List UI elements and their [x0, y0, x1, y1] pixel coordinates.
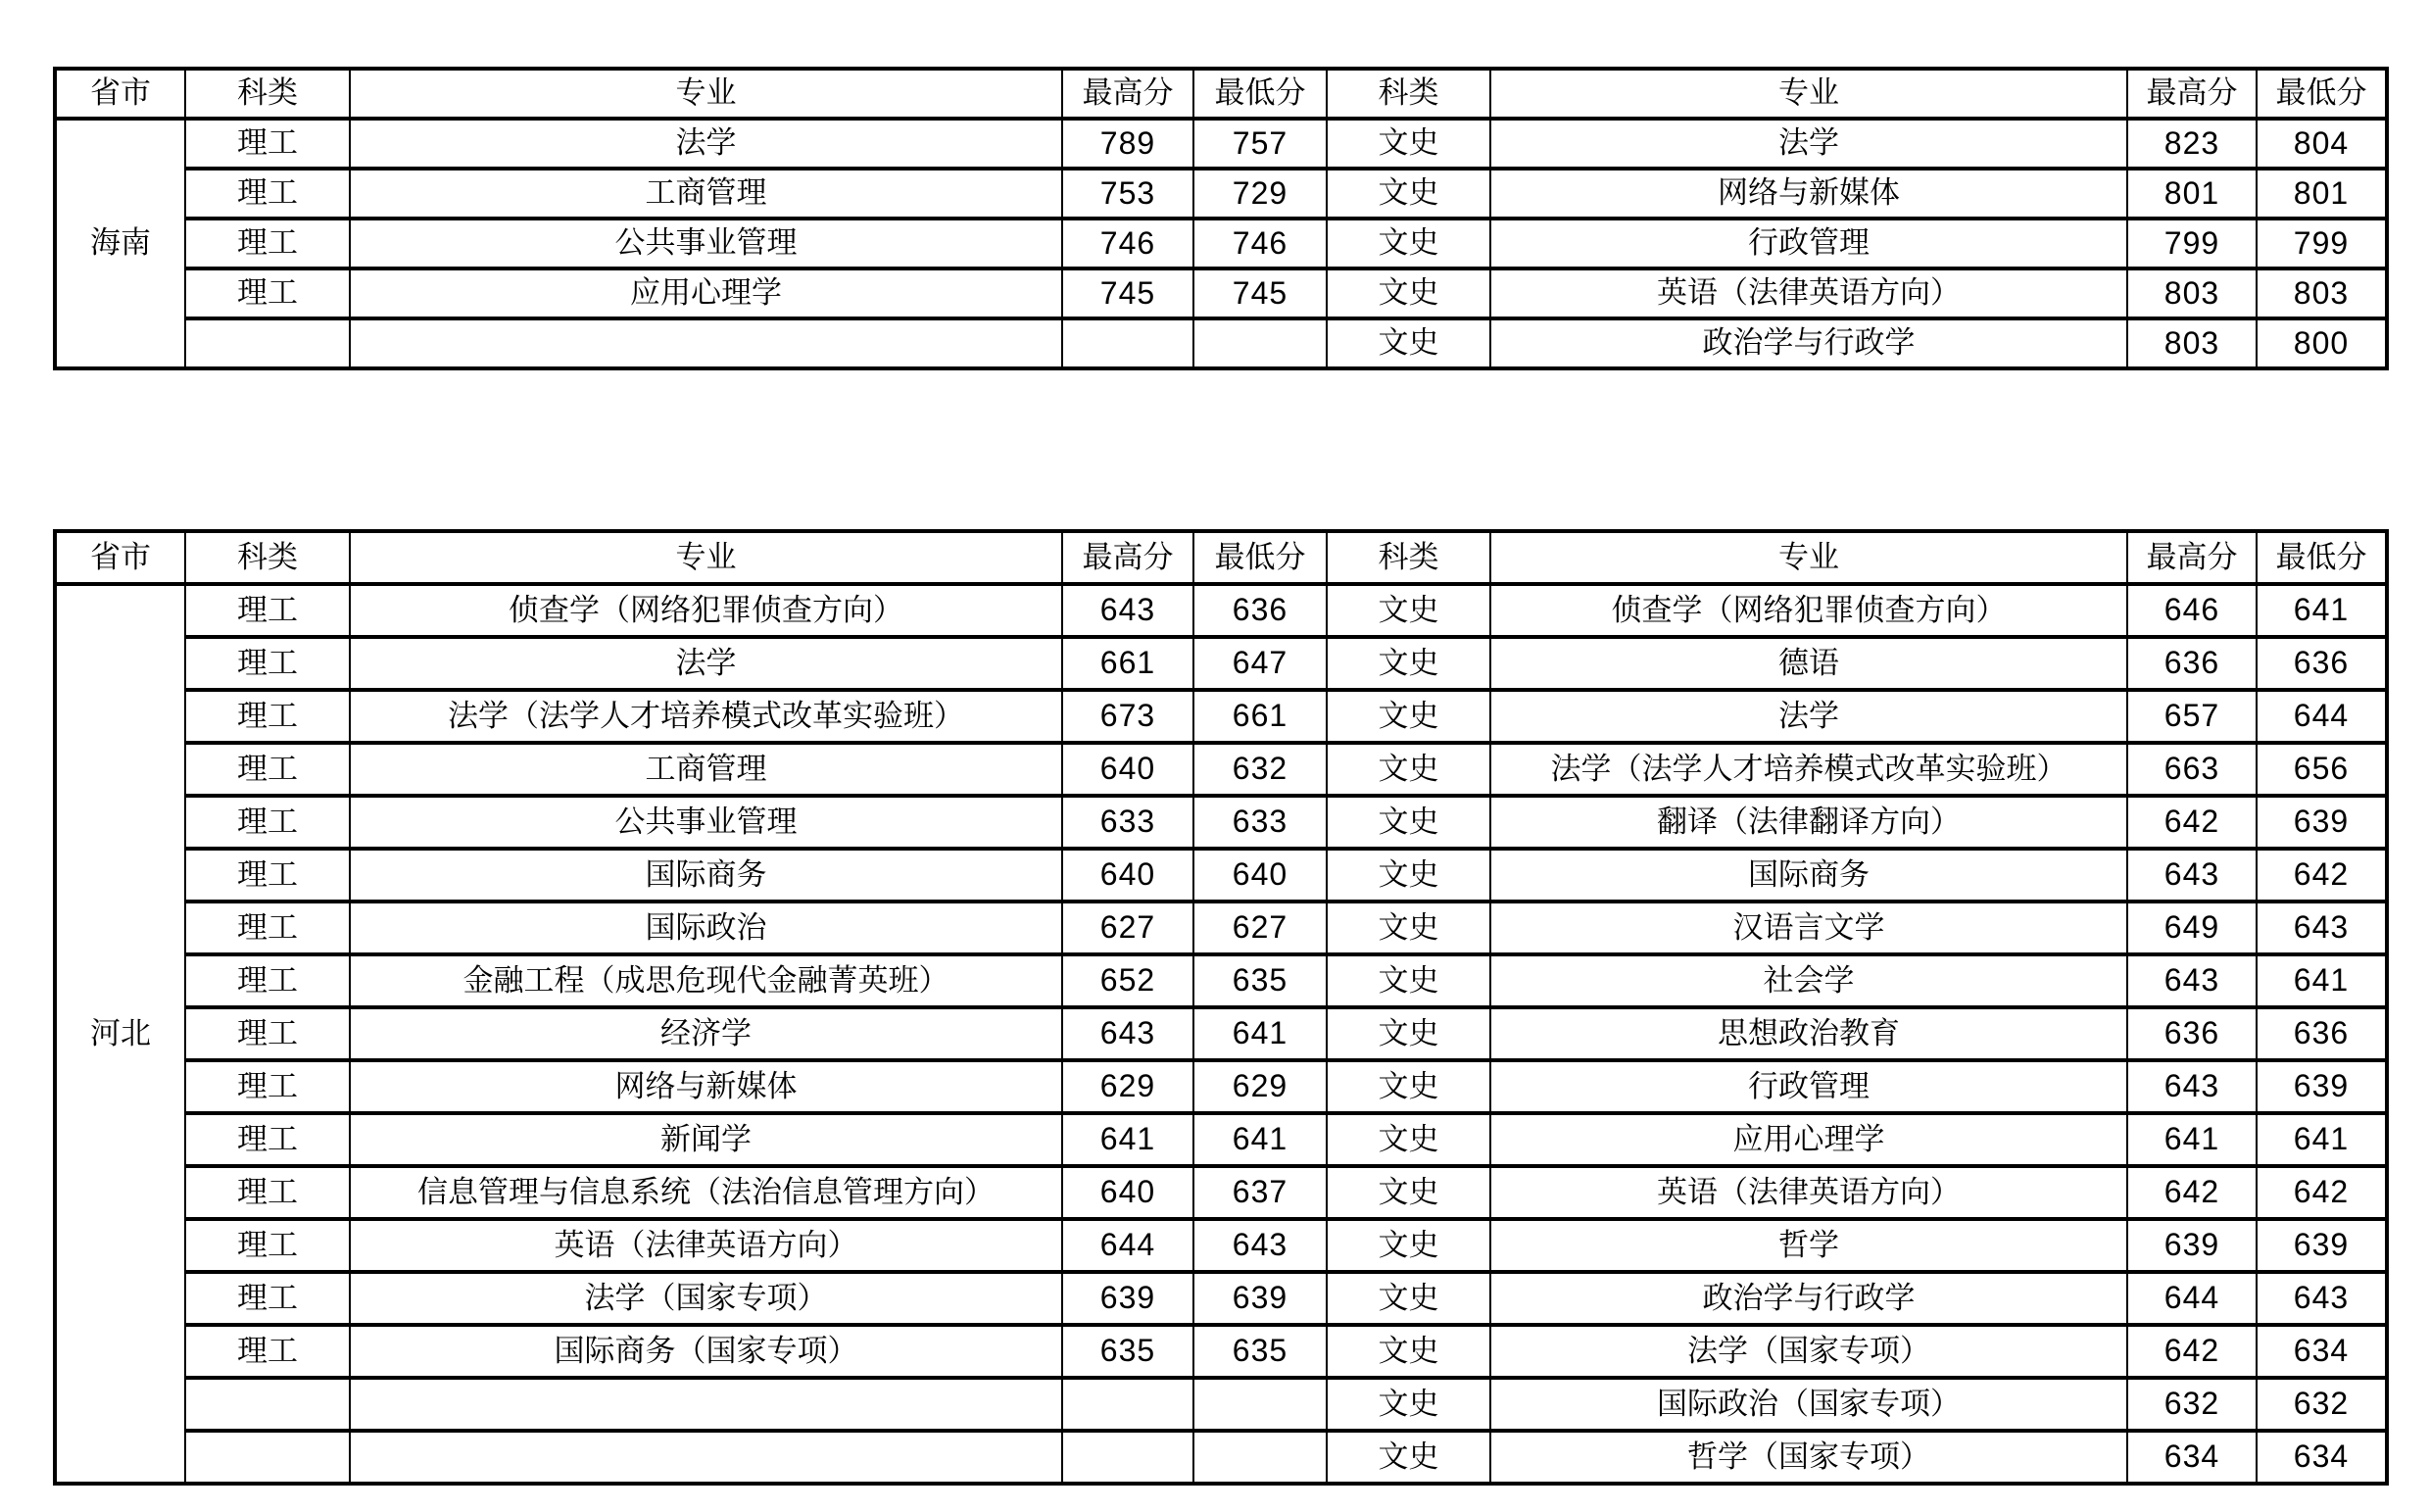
table-row	[55, 119, 2387, 169]
major-right-cell: 德语	[1490, 637, 2127, 690]
col-header-max-right: 最高分	[2127, 531, 2257, 584]
min-score-left-cell: 745	[1193, 268, 1327, 318]
category-left-cell: 理工	[185, 1007, 350, 1060]
min-score-right-cell: 641	[2257, 954, 2387, 1007]
min-score-left-cell: 627	[1193, 902, 1327, 954]
col-header-min-right: 最低分	[2257, 69, 2387, 119]
major-left-cell: 信息管理与信息系统（法治信息管理方向）	[350, 1166, 1062, 1219]
category-right-cell: 文史	[1327, 902, 1490, 954]
max-score-right-cell: 823	[2127, 119, 2257, 169]
table-row	[55, 1272, 2387, 1325]
min-score-left-cell: 647	[1193, 637, 1327, 690]
max-score-right-cell: 642	[2127, 796, 2257, 849]
max-score-right-cell: 643	[2127, 1060, 2257, 1113]
max-score-left-cell: 639	[1062, 1272, 1193, 1325]
category-right-cell: 文史	[1327, 584, 1490, 637]
score-table-hebei	[53, 529, 2389, 1486]
max-score-left-cell: 661	[1062, 637, 1193, 690]
major-left-cell: 侦查学（网络犯罪侦查方向）	[350, 584, 1062, 637]
min-score-left-cell	[1193, 318, 1327, 368]
max-score-right-cell: 801	[2127, 169, 2257, 219]
col-header-province: 省市	[55, 531, 185, 584]
table-row	[55, 219, 2387, 268]
min-score-left-cell	[1193, 1431, 1327, 1484]
min-score-right-cell: 642	[2257, 1166, 2387, 1219]
table-row	[55, 318, 2387, 368]
max-score-left-cell: 640	[1062, 743, 1193, 796]
major-left-cell: 工商管理	[350, 169, 1062, 219]
min-score-right-cell: 800	[2257, 318, 2387, 368]
major-right-cell: 社会学	[1490, 954, 2127, 1007]
max-score-left-cell: 644	[1062, 1219, 1193, 1272]
min-score-right-cell: 803	[2257, 268, 2387, 318]
table-row	[55, 743, 2387, 796]
max-score-right-cell: 643	[2127, 849, 2257, 902]
col-header-major-left: 专业	[350, 69, 1062, 119]
category-right-cell: 文史	[1327, 743, 1490, 796]
min-score-right-cell: 642	[2257, 849, 2387, 902]
table-row	[55, 1007, 2387, 1060]
table-row	[55, 268, 2387, 318]
major-right-cell: 哲学（国家专项）	[1490, 1431, 2127, 1484]
major-right-cell: 行政管理	[1490, 219, 2127, 268]
major-left-cell: 法学（国家专项）	[350, 1272, 1062, 1325]
major-left-cell: 英语（法律英语方向）	[350, 1219, 1062, 1272]
max-score-left-cell	[1062, 1431, 1193, 1484]
category-right-cell: 文史	[1327, 1272, 1490, 1325]
col-header-major-right: 专业	[1490, 531, 2127, 584]
major-left-cell: 应用心理学	[350, 268, 1062, 318]
major-left-cell: 国际商务（国家专项）	[350, 1325, 1062, 1378]
max-score-right-cell: 636	[2127, 637, 2257, 690]
min-score-right-cell: 643	[2257, 1272, 2387, 1325]
major-left-cell	[350, 1431, 1062, 1484]
min-score-right-cell: 799	[2257, 219, 2387, 268]
major-right-cell: 侦查学（网络犯罪侦查方向）	[1490, 584, 2127, 637]
category-right-cell: 文史	[1327, 1113, 1490, 1166]
min-score-left-cell: 640	[1193, 849, 1327, 902]
category-left-cell: 理工	[185, 902, 350, 954]
major-left-cell: 法学	[350, 637, 1062, 690]
category-left-cell: 理工	[185, 1325, 350, 1378]
max-score-right-cell: 642	[2127, 1166, 2257, 1219]
min-score-right-cell: 801	[2257, 169, 2387, 219]
col-header-province: 省市	[55, 69, 185, 119]
max-score-right-cell: 649	[2127, 902, 2257, 954]
max-score-right-cell: 646	[2127, 584, 2257, 637]
max-score-left-cell: 746	[1062, 219, 1193, 268]
table-row	[55, 849, 2387, 902]
max-score-left-cell: 643	[1062, 1007, 1193, 1060]
table-row	[55, 584, 2387, 637]
max-score-right-cell: 644	[2127, 1272, 2257, 1325]
col-header-max-left: 最高分	[1062, 69, 1193, 119]
table-row	[55, 1113, 2387, 1166]
max-score-right-cell: 641	[2127, 1113, 2257, 1166]
table-row	[55, 1060, 2387, 1113]
table-row	[55, 690, 2387, 743]
category-left-cell: 理工	[185, 1272, 350, 1325]
col-header-category-right: 科类	[1327, 69, 1490, 119]
max-score-right-cell: 663	[2127, 743, 2257, 796]
max-score-left-cell: 673	[1062, 690, 1193, 743]
col-header-min-right: 最低分	[2257, 531, 2387, 584]
min-score-right-cell: 632	[2257, 1378, 2387, 1431]
max-score-left-cell: 640	[1062, 1166, 1193, 1219]
min-score-right-cell: 804	[2257, 119, 2387, 169]
table-row	[55, 902, 2387, 954]
min-score-right-cell: 634	[2257, 1431, 2387, 1484]
category-right-cell: 文史	[1327, 1060, 1490, 1113]
province-cell: 河北	[55, 584, 185, 1484]
col-header-max-left: 最高分	[1062, 531, 1193, 584]
category-left-cell: 理工	[185, 954, 350, 1007]
min-score-left-cell: 729	[1193, 169, 1327, 219]
max-score-left-cell: 627	[1062, 902, 1193, 954]
min-score-left-cell: 746	[1193, 219, 1327, 268]
major-left-cell: 国际政治	[350, 902, 1062, 954]
min-score-left-cell: 633	[1193, 796, 1327, 849]
category-left-cell: 理工	[185, 690, 350, 743]
category-right-cell: 文史	[1327, 954, 1490, 1007]
category-right-cell: 文史	[1327, 1378, 1490, 1431]
table-row	[55, 1166, 2387, 1219]
category-left-cell: 理工	[185, 268, 350, 318]
category-right-cell: 文史	[1327, 796, 1490, 849]
category-left-cell: 理工	[185, 1219, 350, 1272]
col-header-category-left: 科类	[185, 69, 350, 119]
table-row	[55, 169, 2387, 219]
max-score-left-cell: 635	[1062, 1325, 1193, 1378]
category-left-cell: 理工	[185, 796, 350, 849]
category-right-cell: 文史	[1327, 1431, 1490, 1484]
max-score-left-cell: 789	[1062, 119, 1193, 169]
major-left-cell: 公共事业管理	[350, 796, 1062, 849]
table-row	[55, 954, 2387, 1007]
col-header-category-right: 科类	[1327, 531, 1490, 584]
min-score-right-cell: 636	[2257, 637, 2387, 690]
min-score-left-cell: 635	[1193, 1325, 1327, 1378]
major-right-cell: 政治学与行政学	[1490, 1272, 2127, 1325]
table-row	[55, 796, 2387, 849]
max-score-left-cell: 652	[1062, 954, 1193, 1007]
category-left-cell: 理工	[185, 1113, 350, 1166]
category-right-cell: 文史	[1327, 119, 1490, 169]
major-right-cell: 法学	[1490, 690, 2127, 743]
min-score-right-cell: 643	[2257, 902, 2387, 954]
max-score-right-cell: 639	[2127, 1219, 2257, 1272]
major-left-cell: 工商管理	[350, 743, 1062, 796]
max-score-left-cell	[1062, 1378, 1193, 1431]
category-left-cell: 理工	[185, 743, 350, 796]
min-score-left-cell: 636	[1193, 584, 1327, 637]
max-score-left-cell: 629	[1062, 1060, 1193, 1113]
max-score-left-cell: 641	[1062, 1113, 1193, 1166]
category-left-cell	[185, 1378, 350, 1431]
major-left-cell: 经济学	[350, 1007, 1062, 1060]
category-right-cell: 文史	[1327, 637, 1490, 690]
table-row	[55, 1431, 2387, 1484]
major-right-cell: 思想政治教育	[1490, 1007, 2127, 1060]
max-score-left-cell: 640	[1062, 849, 1193, 902]
major-right-cell: 行政管理	[1490, 1060, 2127, 1113]
col-header-category-left: 科类	[185, 531, 350, 584]
major-left-cell: 金融工程（成思危现代金融菁英班）	[350, 954, 1062, 1007]
min-score-left-cell: 641	[1193, 1113, 1327, 1166]
min-score-left-cell	[1193, 1378, 1327, 1431]
min-score-right-cell: 644	[2257, 690, 2387, 743]
major-left-cell: 新闻学	[350, 1113, 1062, 1166]
min-score-left-cell: 641	[1193, 1007, 1327, 1060]
col-header-max-right: 最高分	[2127, 69, 2257, 119]
category-left-cell	[185, 318, 350, 368]
max-score-right-cell: 634	[2127, 1431, 2257, 1484]
major-right-cell: 网络与新媒体	[1490, 169, 2127, 219]
min-score-right-cell: 636	[2257, 1007, 2387, 1060]
category-left-cell: 理工	[185, 1166, 350, 1219]
category-left-cell: 理工	[185, 584, 350, 637]
max-score-right-cell: 657	[2127, 690, 2257, 743]
min-score-left-cell: 632	[1193, 743, 1327, 796]
min-score-left-cell: 643	[1193, 1219, 1327, 1272]
major-left-cell	[350, 318, 1062, 368]
category-right-cell: 文史	[1327, 169, 1490, 219]
header-row	[55, 69, 2387, 119]
max-score-right-cell: 803	[2127, 268, 2257, 318]
max-score-left-cell: 643	[1062, 584, 1193, 637]
major-left-cell: 国际商务	[350, 849, 1062, 902]
major-left-cell: 网络与新媒体	[350, 1060, 1062, 1113]
category-left-cell: 理工	[185, 1060, 350, 1113]
category-right-cell: 文史	[1327, 1007, 1490, 1060]
max-score-right-cell: 803	[2127, 318, 2257, 368]
col-header-min-left: 最低分	[1193, 69, 1327, 119]
category-right-cell: 文史	[1327, 318, 1490, 368]
major-left-cell: 公共事业管理	[350, 219, 1062, 268]
min-score-right-cell: 641	[2257, 584, 2387, 637]
major-right-cell: 法学（法学人才培养模式改革实验班）	[1490, 743, 2127, 796]
max-score-right-cell: 799	[2127, 219, 2257, 268]
max-score-left-cell: 745	[1062, 268, 1193, 318]
province-cell: 海南	[55, 119, 185, 368]
max-score-right-cell: 643	[2127, 954, 2257, 1007]
category-right-cell: 文史	[1327, 219, 1490, 268]
col-header-major-left: 专业	[350, 531, 1062, 584]
min-score-right-cell: 639	[2257, 1060, 2387, 1113]
major-right-cell: 汉语言文学	[1490, 902, 2127, 954]
min-score-left-cell: 637	[1193, 1166, 1327, 1219]
max-score-right-cell: 642	[2127, 1325, 2257, 1378]
category-left-cell: 理工	[185, 637, 350, 690]
min-score-right-cell: 634	[2257, 1325, 2387, 1378]
category-right-cell: 文史	[1327, 1219, 1490, 1272]
major-right-cell: 英语（法律英语方向）	[1490, 268, 2127, 318]
max-score-left-cell: 753	[1062, 169, 1193, 219]
min-score-right-cell: 639	[2257, 796, 2387, 849]
min-score-right-cell: 656	[2257, 743, 2387, 796]
major-right-cell: 哲学	[1490, 1219, 2127, 1272]
table-row	[55, 637, 2387, 690]
max-score-left-cell: 633	[1062, 796, 1193, 849]
category-right-cell: 文史	[1327, 849, 1490, 902]
max-score-right-cell: 632	[2127, 1378, 2257, 1431]
category-right-cell: 文史	[1327, 1325, 1490, 1378]
min-score-left-cell: 639	[1193, 1272, 1327, 1325]
score-table-hainan	[53, 67, 2389, 370]
major-right-cell: 法学	[1490, 119, 2127, 169]
category-left-cell: 理工	[185, 169, 350, 219]
major-right-cell: 法学（国家专项）	[1490, 1325, 2127, 1378]
major-right-cell: 翻译（法律翻译方向）	[1490, 796, 2127, 849]
table-row	[55, 1325, 2387, 1378]
max-score-right-cell: 636	[2127, 1007, 2257, 1060]
col-header-min-left: 最低分	[1193, 531, 1327, 584]
major-right-cell: 英语（法律英语方向）	[1490, 1166, 2127, 1219]
min-score-left-cell: 629	[1193, 1060, 1327, 1113]
category-right-cell: 文史	[1327, 1166, 1490, 1219]
major-left-cell	[350, 1378, 1062, 1431]
major-left-cell: 法学（法学人才培养模式改革实验班）	[350, 690, 1062, 743]
col-header-major-right: 专业	[1490, 69, 2127, 119]
major-right-cell: 政治学与行政学	[1490, 318, 2127, 368]
major-right-cell: 国际政治（国家专项）	[1490, 1378, 2127, 1431]
min-score-right-cell: 641	[2257, 1113, 2387, 1166]
category-left-cell: 理工	[185, 219, 350, 268]
major-right-cell: 国际商务	[1490, 849, 2127, 902]
category-left-cell: 理工	[185, 849, 350, 902]
category-right-cell: 文史	[1327, 690, 1490, 743]
max-score-left-cell	[1062, 318, 1193, 368]
major-left-cell: 法学	[350, 119, 1062, 169]
category-left-cell	[185, 1431, 350, 1484]
min-score-left-cell: 757	[1193, 119, 1327, 169]
major-right-cell: 应用心理学	[1490, 1113, 2127, 1166]
min-score-left-cell: 635	[1193, 954, 1327, 1007]
category-right-cell: 文史	[1327, 268, 1490, 318]
header-row	[55, 531, 2387, 584]
table-row	[55, 1378, 2387, 1431]
min-score-left-cell: 661	[1193, 690, 1327, 743]
min-score-right-cell: 639	[2257, 1219, 2387, 1272]
table-row	[55, 1219, 2387, 1272]
category-left-cell: 理工	[185, 119, 350, 169]
